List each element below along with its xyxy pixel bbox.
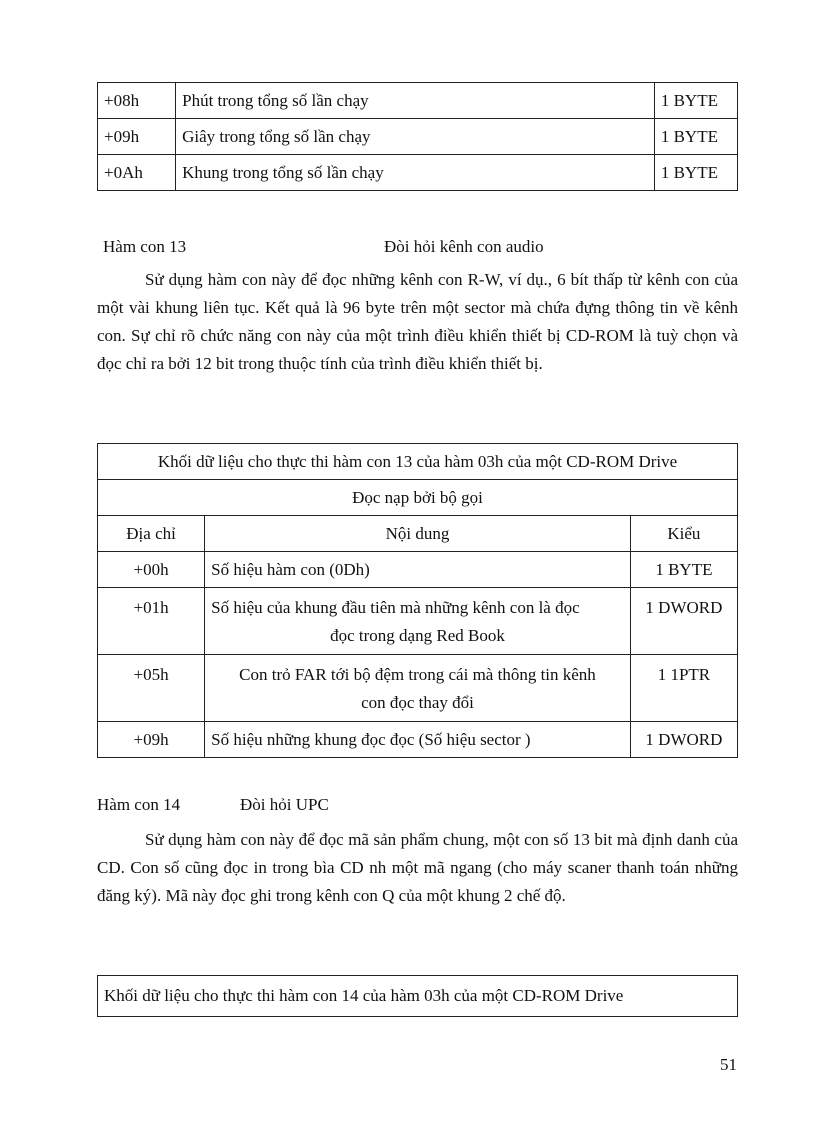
cell-content-line-2: con đọc thay đổi [361,693,474,712]
header-address: Địa chỉ [98,516,205,552]
section-13-label: Hàm con 13 [103,237,187,256]
cell-content [205,588,631,655]
cell-content: Khung trong tổng số lần chạy [176,155,655,191]
table-subcaption-row [98,480,738,516]
cell-content-line-1: Con trỏ FAR tới bộ đệm trong cái mà thông tin kênh [239,665,596,684]
section-13-paragraph [97,266,738,378]
table-row [98,155,738,191]
table-caption: Khối dữ liệu cho thực thi hàm con 13 của hàm 03h của một CD-ROM Drive [98,444,738,480]
cell-content: Số hiệu hàm con (0Dh) [205,552,631,588]
cell-type: 1 DWORD [630,588,737,655]
cell-type: 1 BYTE [654,155,737,191]
table-subcaption: Đọc nạp bởi bộ gọi [98,480,738,516]
cell-content [205,655,631,722]
table-row [98,119,738,155]
cell-content: Giây trong tổng số lần chạy [176,119,655,155]
section-14-paragraph [97,826,738,910]
table-row [98,588,738,655]
table-continuation [97,82,738,191]
table-caption-row [98,976,738,1017]
cell-type: 1 BYTE [654,83,737,119]
cell-address: +01h [98,588,205,655]
cell-content: Phút trong tổng số lần chạy [176,83,655,119]
cell-type: 1 BYTE [630,552,737,588]
table-subfunction-13 [97,443,738,758]
cell-address: +09h [98,119,176,155]
table-header-row [98,516,738,552]
table-row [98,722,738,758]
header-content: Nội dung [205,516,631,552]
table-row [98,83,738,119]
table-row [98,552,738,588]
section-13-title: Đòi hỏi kênh con audio [384,237,544,256]
section-14-label: Hàm con 14 [97,795,181,814]
cell-address: +09h [98,722,205,758]
header-type: Kiểu [630,516,737,552]
cell-type: 1 BYTE [654,119,737,155]
table-subfunction-14 [97,975,738,1017]
section-14-title: Đòi hỏi UPC [240,795,329,814]
cell-content: Số hiệu những khung đọc đọc (Số hiệu sector ) [205,722,631,758]
page-number: 51 [720,1055,737,1074]
cell-address: +00h [98,552,205,588]
cell-type: 1 DWORD [630,722,737,758]
cell-address: +0Ah [98,155,176,191]
cell-content-line-1: Số hiệu của khung đầu tiên mà những kênh con là đọc [211,598,580,617]
cell-address: +08h [98,83,176,119]
table-caption-row [98,444,738,480]
cell-type: 1 1PTR [630,655,737,722]
table-row [98,655,738,722]
section-14-text: Sử dụng hàm con này để đọc mã sản phẩm chung, một con số 13 bit mà định danh của CD. Con số cũng đọc in trong bìa CD nh một mã ngang (cho máy scaner thanh toán những đăng ký). Mã này đọc ghi trong kênh con Q của một khung 2 chế độ. [97,830,738,905]
cell-content-line-2: đọc trong dạng Red Book [330,626,505,645]
section-13-text: Sử dụng hàm con này để đọc những kênh con R-W, ví dụ., 6 bít thấp từ kênh con của một vài khung liên tục. Kết quả là 96 byte trên một sector mà chứa đựng thông tin về kênh con. Sự chỉ rõ chức năng con này của một trình điều khiển thiết bị CD-ROM là tuỳ chọn và đọc chỉ ra bởi 12 bit trong thuộc tính của trình điều khiển thiết bị. [97,270,738,373]
table-caption: Khối dữ liệu cho thực thi hàm con 14 của hàm 03h của một CD-ROM Drive [98,976,738,1017]
cell-address: +05h [98,655,205,722]
